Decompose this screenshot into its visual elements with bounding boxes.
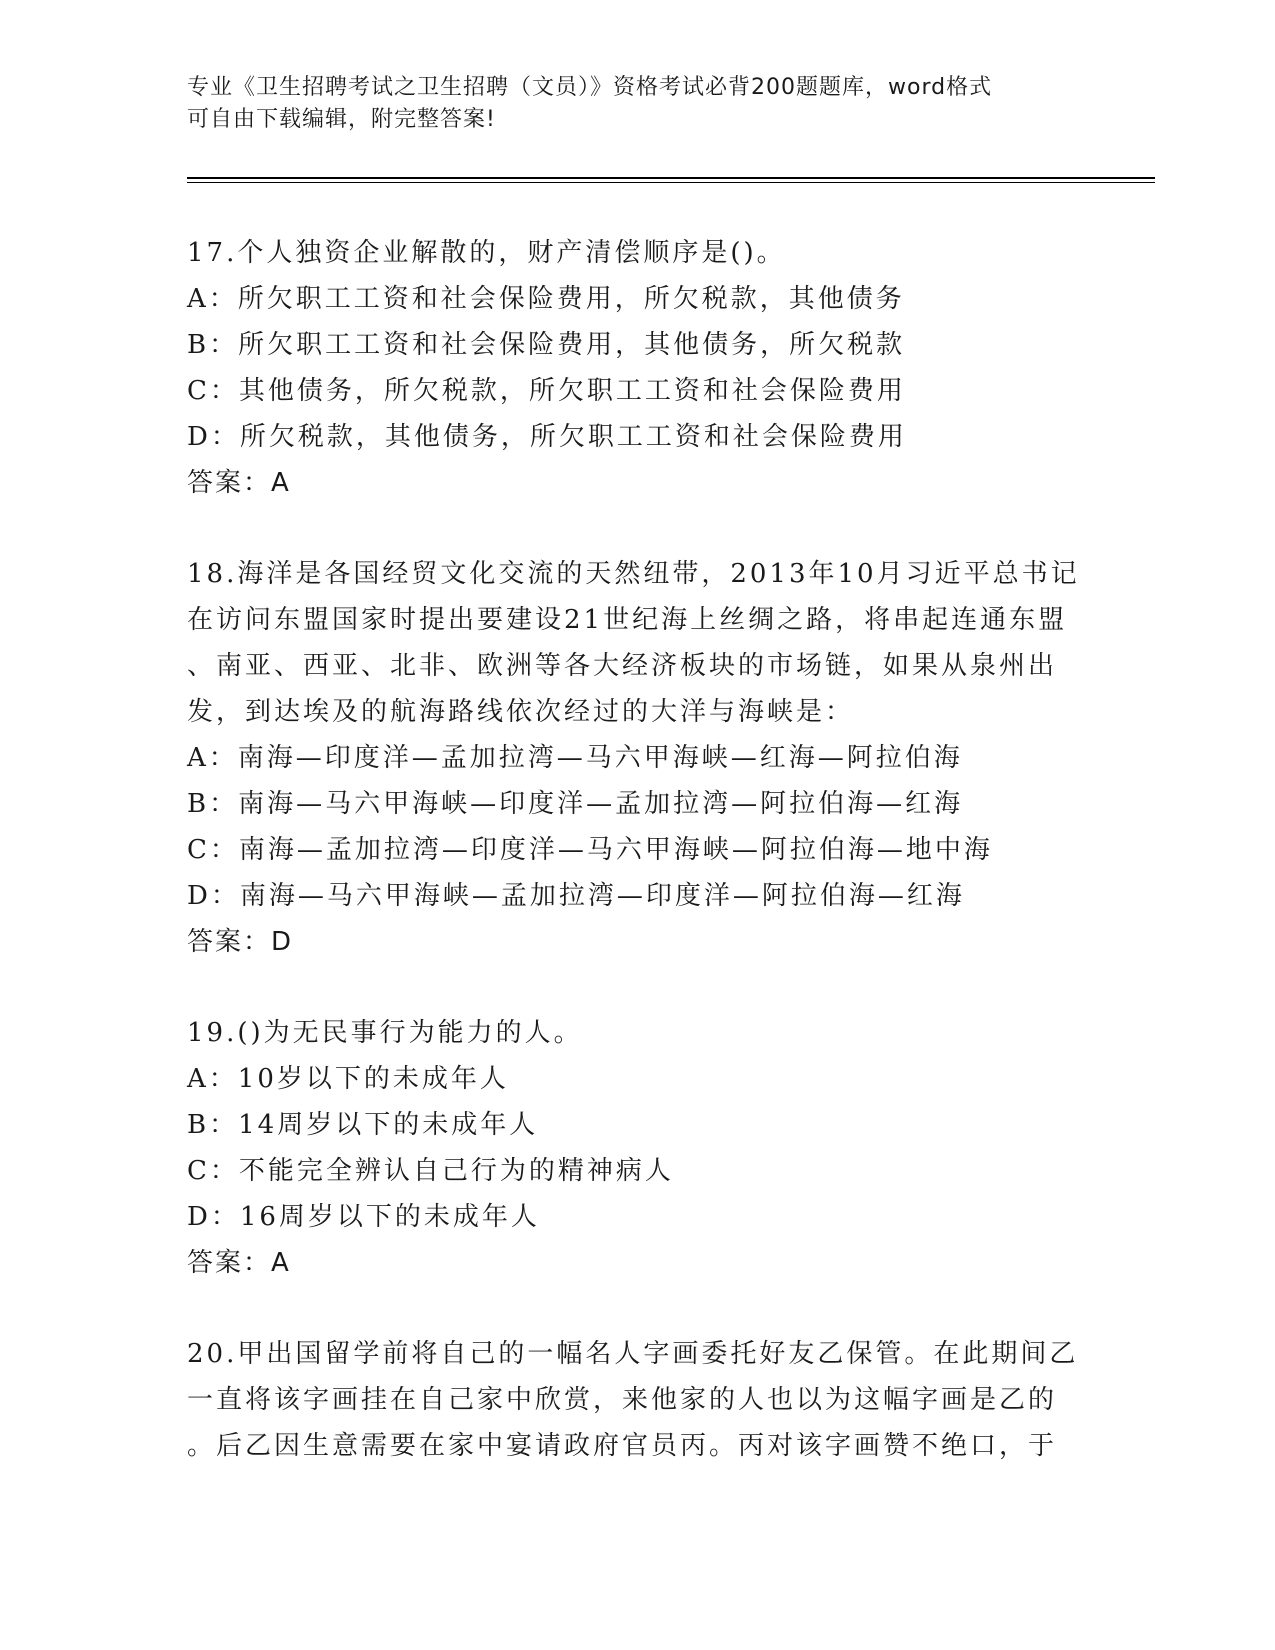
- stem-line: 18.海洋是各国经贸文化交流的天然纽带，2013年10月习近平总书记: [187, 559, 1080, 589]
- option-b: B：14周岁以下的未成年人: [187, 1110, 539, 1140]
- question-stem: [187, 1010, 1087, 1056]
- answer-line: 答案：D: [187, 927, 294, 957]
- option-b: B：南海—马六甲海峡—印度洋—孟加拉湾—阿拉伯海—红海: [187, 789, 964, 819]
- option-d: D：南海—马六甲海峡—孟加拉湾—印度洋—阿拉伯海—红海: [187, 881, 965, 911]
- header-divider-thick: [187, 177, 1155, 179]
- option-d: D：所欠税款，其他债务，所欠职工工资和社会保险费用: [187, 422, 907, 452]
- stem-line: 在访问东盟国家时提出要建设21世纪海上丝绸之路，将串起连通东盟: [187, 605, 1068, 635]
- option-a: A：所欠职工工资和社会保险费用，所欠税款，其他债务: [187, 284, 905, 314]
- answer-line: 答案：A: [187, 1248, 291, 1278]
- stem-line: 、南亚、西亚、北非、欧洲等各大经济板块的市场链，如果从泉州出: [187, 651, 1058, 681]
- document-header: [187, 72, 1087, 136]
- question-19: [187, 1010, 1087, 1286]
- header-title-line-2: 可自由下载编辑，附完整答案!: [187, 107, 496, 132]
- question-20: [187, 1331, 1087, 1469]
- question-17: [187, 230, 1087, 506]
- option-c: C：南海—孟加拉湾—印度洋—马六甲海峡—阿拉伯海—地中海: [187, 835, 993, 865]
- question-18: [187, 551, 1087, 965]
- stem-line: 一直将该字画挂在自己家中欣赏，来他家的人也以为这幅字画是乙的: [187, 1385, 1058, 1415]
- question-stem: [187, 230, 1087, 276]
- header-divider-thin: [187, 182, 1155, 183]
- option-c: C：不能完全辨认自己行为的精神病人: [187, 1156, 674, 1186]
- stem-line: 20.甲出国留学前将自己的一幅名人字画委托好友乙保管。在此期间乙: [187, 1339, 1079, 1369]
- option-a: A：南海—印度洋—孟加拉湾—马六甲海峡—红海—阿拉伯海: [187, 743, 963, 773]
- answer-line: 答案：A: [187, 468, 291, 498]
- stem-line: 。后乙因生意需要在家中宴请政府官员丙。丙对该字画赞不绝口，于: [187, 1431, 1058, 1461]
- stem-line: 17.个人独资企业解散的，财产清偿顺序是()。: [187, 238, 786, 268]
- question-list: [187, 230, 1087, 1514]
- option-c: C：其他债务，所欠税款，所欠职工工资和社会保险费用: [187, 376, 906, 406]
- question-stem: [187, 1331, 1087, 1469]
- stem-line: 发，到达埃及的航海路线依次经过的大洋与海峡是：: [187, 697, 855, 727]
- option-b: B：所欠职工工资和社会保险费用，其他债务，所欠税款: [187, 330, 906, 360]
- option-a: A：10岁以下的未成年人: [187, 1064, 509, 1094]
- option-d: D：16周岁以下的未成年人: [187, 1202, 540, 1232]
- header-title-line-1: 专业《卫生招聘考试之卫生招聘（文员）》资格考试必背200题题库，word格式: [187, 75, 993, 100]
- question-stem: [187, 551, 1087, 735]
- stem-line: 19.()为无民事行为能力的人。: [187, 1018, 583, 1048]
